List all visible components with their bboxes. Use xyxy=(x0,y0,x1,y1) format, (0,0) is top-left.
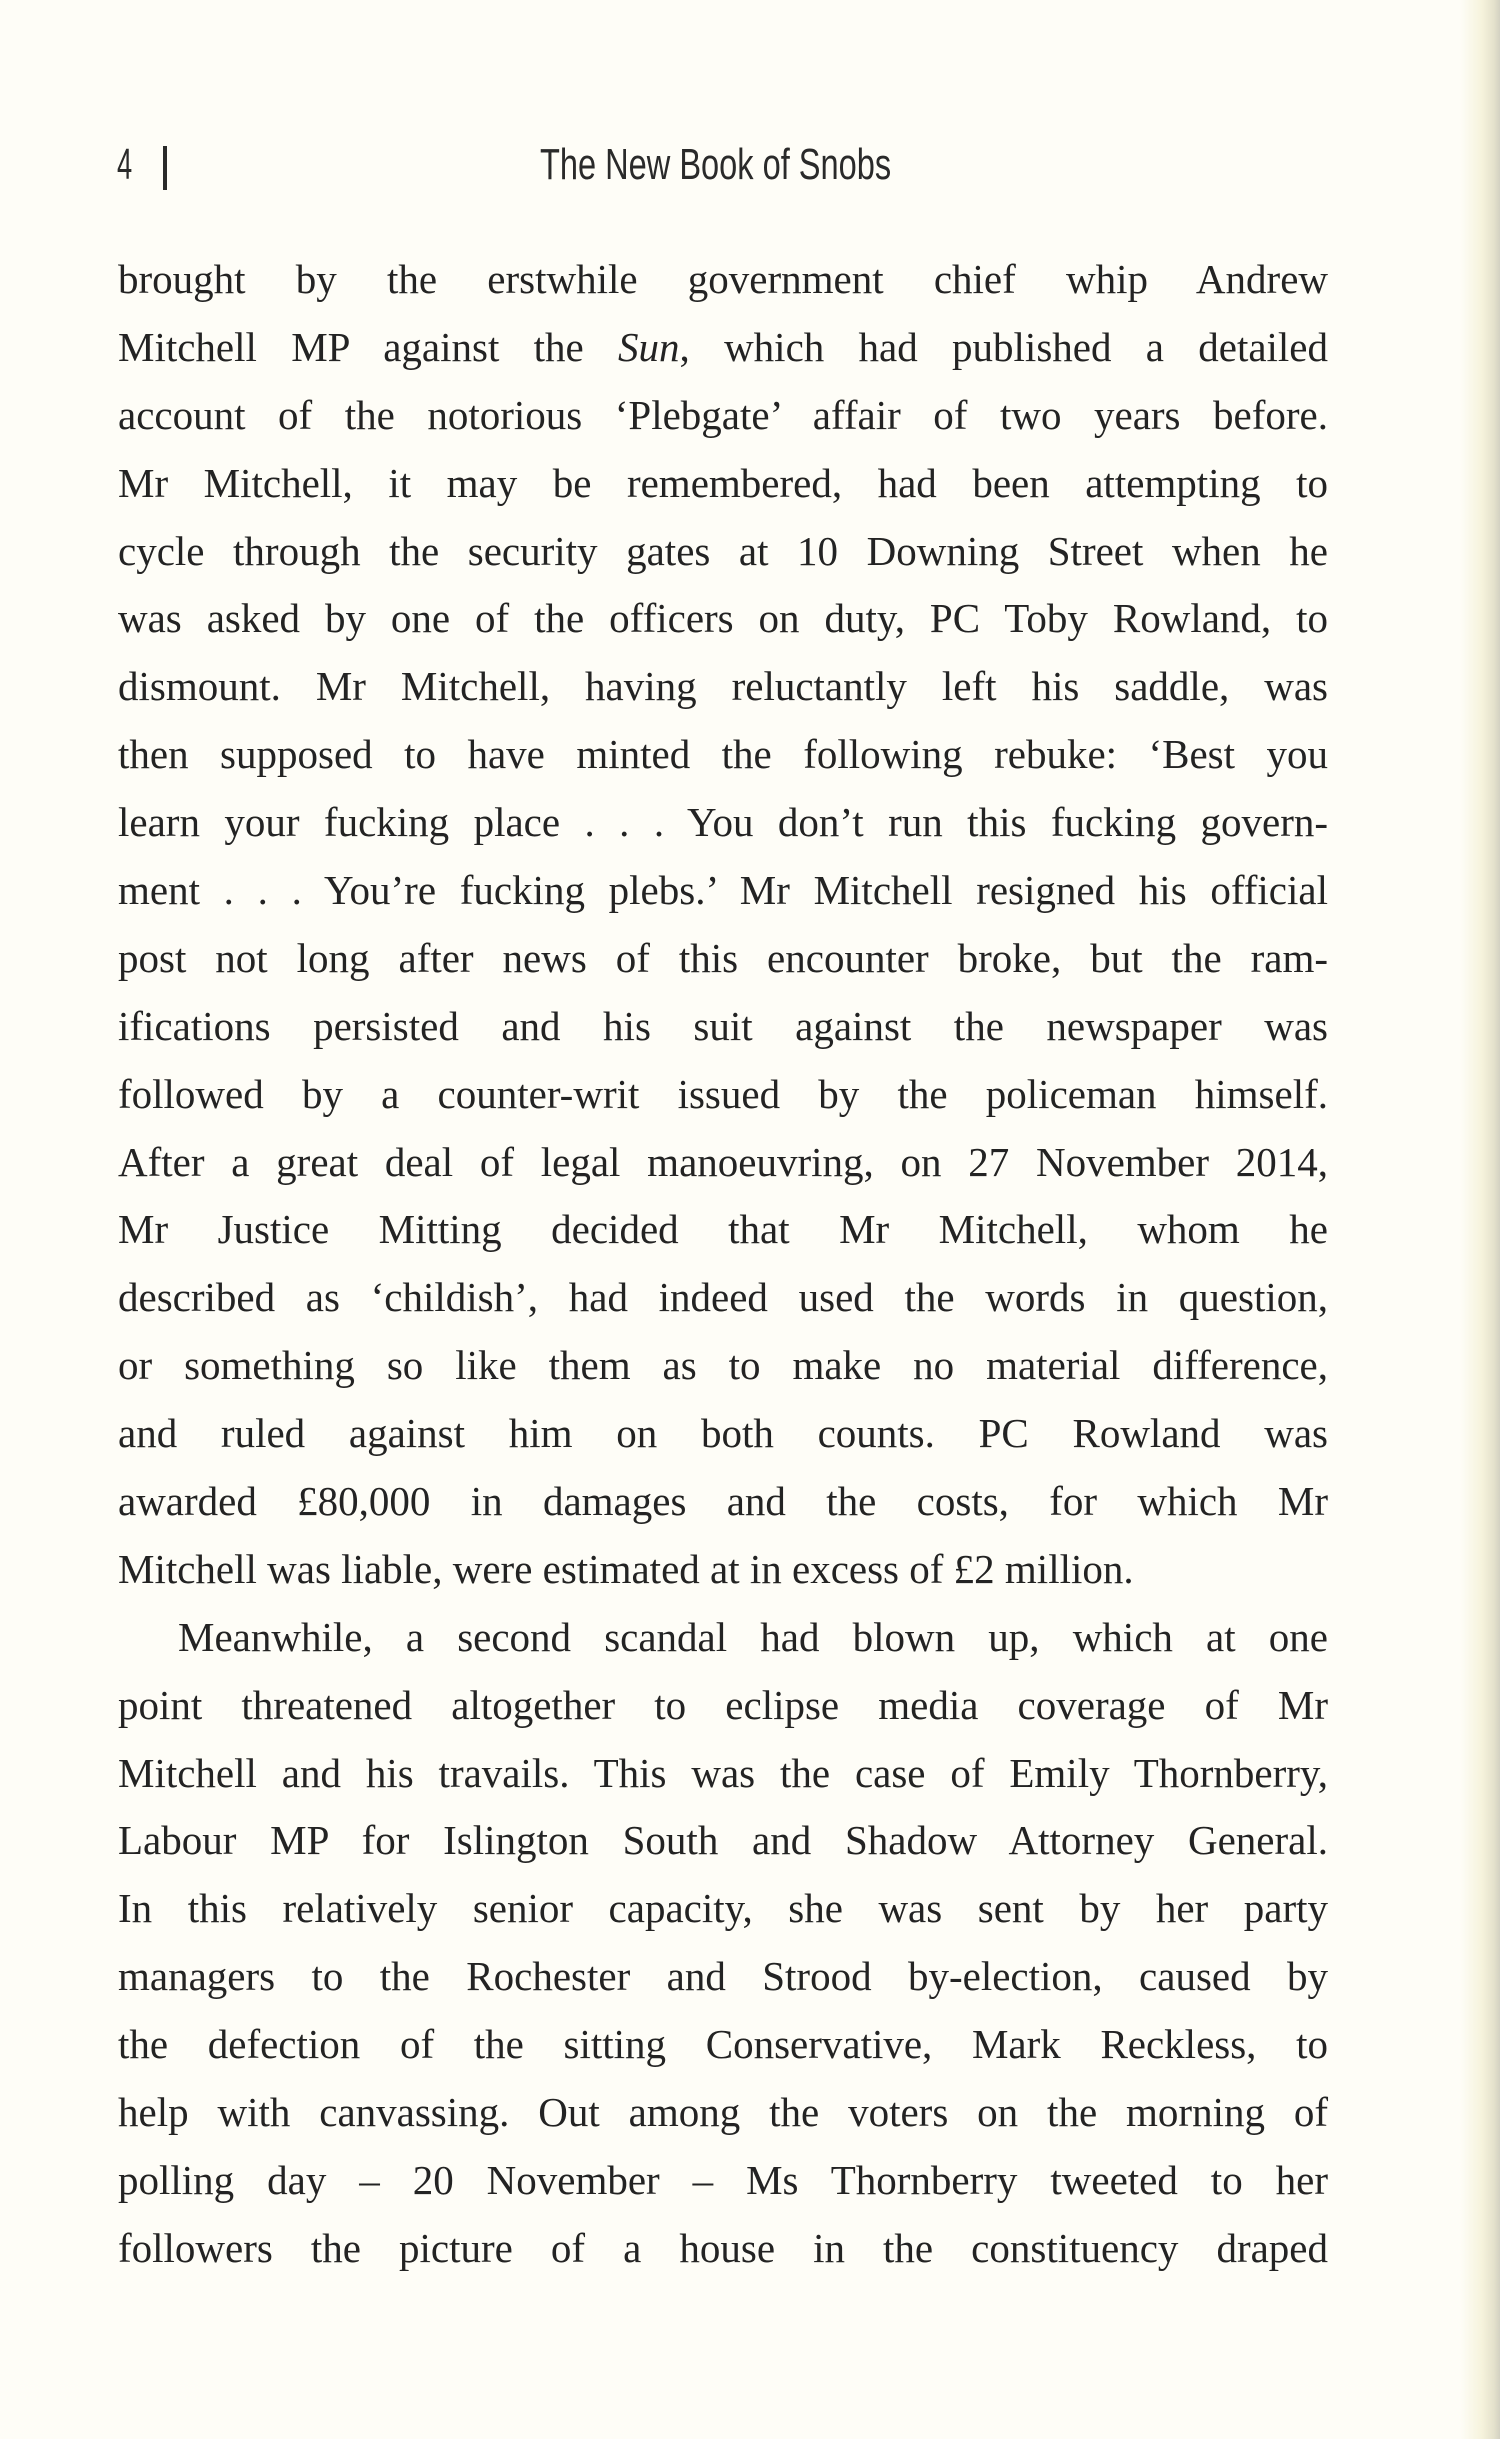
page-edge-shadow xyxy=(1460,0,1500,2439)
text-line: followed by a counter-writ issued by the policeman himself. xyxy=(118,1070,1328,1117)
newspaper-title-italic: Sun xyxy=(618,323,680,370)
text-line: brought by the erstwhile government chief whip Andrew xyxy=(118,256,1328,302)
book-title: The New Book of Snobs xyxy=(540,140,892,189)
text-line: ment . . . You’re fucking plebs.’ Mr Mitchell resigned his official xyxy=(118,867,1328,914)
paragraph-1 xyxy=(118,246,1328,1604)
text-line: account of the notorious ‘Plebgate’ affair of two years before. xyxy=(118,391,1328,438)
text-line: polling day – 20 November – Ms Thornberry tweeted to her xyxy=(118,2156,1328,2203)
text-line: Mitchell was liable, were estimated at in excess of £2 million. xyxy=(118,1545,1134,1592)
text-line: After a great deal of legal manoeuvring, on 27 November 2014, xyxy=(118,1138,1328,1185)
text-line xyxy=(118,314,1328,382)
text-line: awarded £80,000 in damages and the costs, for which Mr xyxy=(118,1478,1328,1525)
text-line: Labour MP for Islington South and Shadow Attorney General. xyxy=(118,1817,1328,1864)
text-line: Mr Justice Mitting decided that Mr Mitchell, whom he xyxy=(118,1206,1328,1253)
text-line: help with canvassing. Out among the voters on the morning of xyxy=(118,2089,1328,2136)
text-line: followers the picture of a house in the constituency draped xyxy=(118,2224,1328,2271)
text-line: the defection of the sitting Conservative, Mark Reckless, to xyxy=(118,2021,1328,2068)
text-line: and ruled against him on both counts. PC Rowland was xyxy=(118,1410,1328,1457)
paragraph-2 xyxy=(118,1604,1328,2283)
text-line: Mr Mitchell, it may be remembered, had been attempting to xyxy=(118,459,1328,506)
text-line: Meanwhile, a second scandal had blown up, which at one xyxy=(178,1613,1328,1660)
running-head-divider xyxy=(163,146,167,190)
text-line: learn your fucking place . . . You don’t run this fucking govern- xyxy=(118,799,1328,846)
text-line: cycle through the security gates at 10 Downing Street when he xyxy=(118,527,1328,574)
text-line: In this relatively senior capacity, she was sent by her party xyxy=(118,1885,1328,1932)
page-number: 4 xyxy=(117,140,133,189)
text-line: or something so like them as to make no material difference, xyxy=(118,1342,1328,1389)
running-head xyxy=(0,136,1500,196)
body-text xyxy=(118,246,1328,2283)
text-line: managers to the Rochester and Strood by-election, caused by xyxy=(118,1953,1328,2000)
text-line: was asked by one of the officers on duty, PC Toby Rowland, to xyxy=(118,595,1328,642)
text-line: ifications persisted and his suit against the newspaper was xyxy=(118,1002,1328,1049)
text-line: Mitchell and his travails. This was the case of Emily Thornberry, xyxy=(118,1749,1328,1796)
text-line: then supposed to have minted the following rebuke: ‘Best you xyxy=(118,731,1328,778)
text-line: described as ‘childish’, had indeed used the words in question, xyxy=(118,1274,1328,1321)
text-line: point threatened altogether to eclipse media coverage of Mr xyxy=(118,1681,1328,1728)
text-line-end: , which had published a detailed xyxy=(679,323,1329,370)
text-line: post not long after news of this encounter broke, but the ram- xyxy=(118,934,1328,981)
text-line-start: Mitchell MP against the xyxy=(118,323,619,370)
text-line: dismount. Mr Mitchell, having reluctantly left his saddle, was xyxy=(118,663,1328,710)
